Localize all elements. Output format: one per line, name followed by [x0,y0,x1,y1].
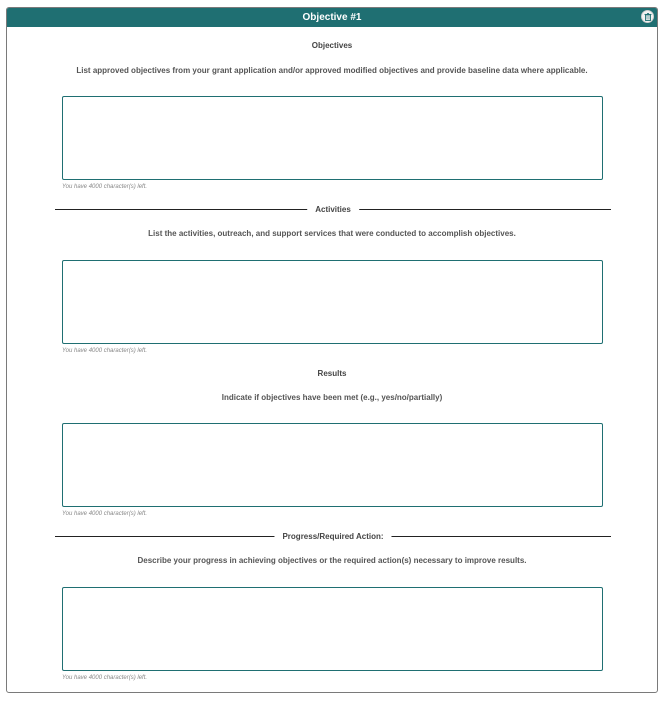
objectives-description: List approved objectives from your grant application and/or approved modified objectives and provide baseline data where applicable. [76,66,588,75]
panel-header [7,8,657,27]
progress-description: Describe your progress in achieving objectives or the required action(s) necessary to improve results. [137,556,527,565]
panel-title: Objective #1 [302,12,362,23]
progress-textarea[interactable] [62,587,603,671]
activities-textarea[interactable] [62,260,603,344]
activities-char-counter: You have 4000 character(s) left. [62,348,148,354]
delete-objective-button[interactable] [641,10,654,23]
results-description: Indicate if objectives have been met (e.g., yes/no/partially) [221,393,443,402]
progress-char-counter: You have 4000 character(s) left. [62,675,148,681]
objectives-textarea[interactable] [62,96,603,180]
progress-title: Progress/Required Action: [274,531,391,542]
results-textarea[interactable] [62,423,603,507]
activities-divider [55,204,611,215]
objectives-char-counter: You have 4000 character(s) left. [62,184,148,190]
progress-divider [55,531,611,542]
objectives-title: Objectives [311,41,353,50]
results-char-counter: You have 4000 character(s) left. [62,511,148,517]
objective-panel [6,7,658,693]
activities-description: List the activities, outreach, and support services that were conducted to accomplish objectives. [148,229,516,238]
activities-title: Activities [307,204,359,215]
results-title: Results [317,369,347,378]
trash-icon [644,13,652,21]
